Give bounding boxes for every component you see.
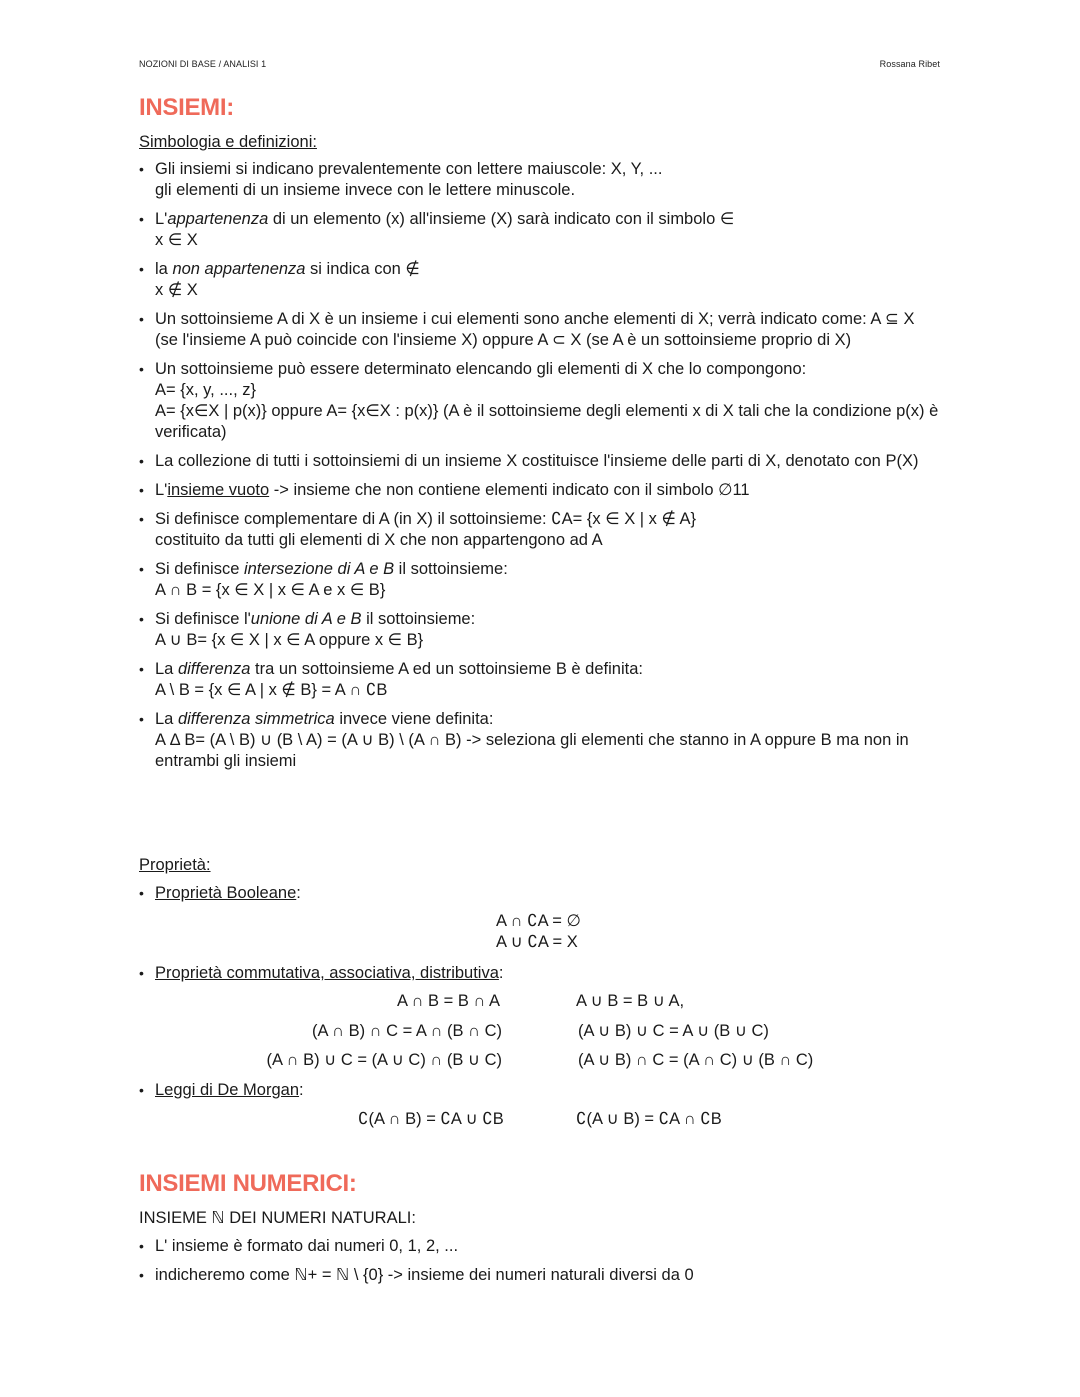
- list-item: • La collezione di tutti i sottoinsiemi di un insieme X costituisce l'insieme delle parti di X, denotato con P(X): [139, 451, 939, 472]
- section-title-insiemi: INSIEMI:: [139, 94, 234, 121]
- formula-boolean-1: A ∩ ∁A = ∅: [496, 912, 581, 930]
- formula-associative-intersection: (A ∩ B) ∩ C = A ∩ (B ∩ C): [311, 1022, 502, 1040]
- list-item: • Si definisce l'unione di A e B il sottoinsieme: A ∪ B= {x ∈ X | x ∈ A oppure x ∈ B}: [139, 609, 939, 651]
- formula-boolean-2: A ∪ ∁A = X: [496, 933, 578, 951]
- list-item: • Si definisce intersezione di A e B il sottoinsieme: A ∩ B = {x ∈ X | x ∈ A e x ∈ B}: [139, 559, 939, 601]
- list-item: • indicheremo come ℕ+ = ℕ \ {0} -> insieme dei numeri naturali diversi da 0: [139, 1265, 939, 1286]
- subtitle-proprieta: Proprietà:: [139, 856, 211, 874]
- demorgan-list: [139, 1080, 939, 1109]
- header-left: NOZIONI DI BASE / ANALISI 1: [139, 59, 267, 69]
- list-item: • Proprietà Booleane:: [139, 883, 939, 904]
- boolean-list: [139, 883, 939, 912]
- section-title-insiemi-numerici: INSIEMI NUMERICI:: [139, 1170, 357, 1197]
- list-item: • Leggi di De Morgan:: [139, 1080, 939, 1101]
- header-right: Rossana Ribet: [879, 59, 940, 69]
- formula-commutative-intersection: A ∩ B = B ∩ A: [396, 992, 500, 1010]
- list-item: • Un sottoinsieme A di X è un insieme i cui elementi sono anche elementi di X; verrà indicato come: A ⊆ X (se l'insieme A può coincide con l'insieme X) oppure A ⊂ X (se A è un sottoinsieme proprio di X): [139, 309, 939, 351]
- subtitle-simbologia: Simbologia e definizioni:: [139, 133, 317, 151]
- list-item: • Gli insiemi si indicano prevalentemente con lettere maiuscole: X, Y, ... gli elementi di un insieme invece con le lettere minuscole.: [139, 159, 939, 201]
- formula-demorgan-2: ∁(A ∪ B) = ∁A ∩ ∁B: [576, 1110, 722, 1128]
- cad-list: [139, 963, 939, 992]
- list-item: • L'insieme vuoto -> insieme che non contiene elementi indicato con il simbolo ∅11: [139, 480, 939, 501]
- naturals-list: [139, 1236, 939, 1294]
- list-item: • La differenza tra un sottoinsieme A ed un sottoinsieme B è definita: A \ B = {x ∈ A | x ∉ B} = A ∩ ∁B: [139, 659, 939, 701]
- list-item: • L' insieme è formato dai numeri 0, 1, 2, ...: [139, 1236, 939, 1257]
- formula-commutative-union: A ∪ B = B ∪ A,: [576, 992, 685, 1010]
- list-item: • la non appartenenza si indica con ∉ x ∉ X: [139, 259, 939, 301]
- list-item: • L'appartenenza di un elemento (x) all'insieme (X) sarà indicato con il simbolo ∈ x ∈ X: [139, 209, 939, 251]
- definitions-list: [139, 159, 939, 780]
- list-item: • Si definisce complementare di A (in X) il sottoinsieme: ∁A= {x ∈ X | x ∉ A} costituito da tutti gli elementi di X che non appartengono ad A: [139, 509, 939, 551]
- list-item: • Un sottoinsieme può essere determinato elencando gli elementi di X che lo compongono: A= {x, y, ..., z} A= {x∈X | p(x)} oppure A= {x∈X : p(x)} (A è il sottoinsieme degli elementi x di X tali che la condizione p(x) è verificata): [139, 359, 939, 443]
- list-item: • La differenza simmetrica invece viene definita: A Δ B= (A \ B) ∪ (B \ A) = (A ∪ B) \ (A ∩ B) -> seleziona gli elementi che stanno in A oppure B ma non in entrambi gli insiemi: [139, 709, 939, 772]
- formula-demorgan-1: ∁(A ∩ B) = ∁A ∪ ∁B: [358, 1110, 504, 1128]
- formula-distributive-2: (A ∪ B) ∩ C = (A ∩ C) ∪ (B ∩ C): [578, 1051, 814, 1069]
- list-item: • Proprietà commutativa, associativa, distributiva:: [139, 963, 939, 984]
- formula-associative-union: (A ∪ B) ∪ C = A ∪ (B ∪ C): [578, 1022, 769, 1040]
- subtitle-naturali: INSIEME ℕ DEI NUMERI NATURALI:: [139, 1209, 416, 1227]
- formula-distributive-1: (A ∩ B) ∪ C = (A ∪ C) ∩ (B ∪ C): [266, 1051, 502, 1069]
